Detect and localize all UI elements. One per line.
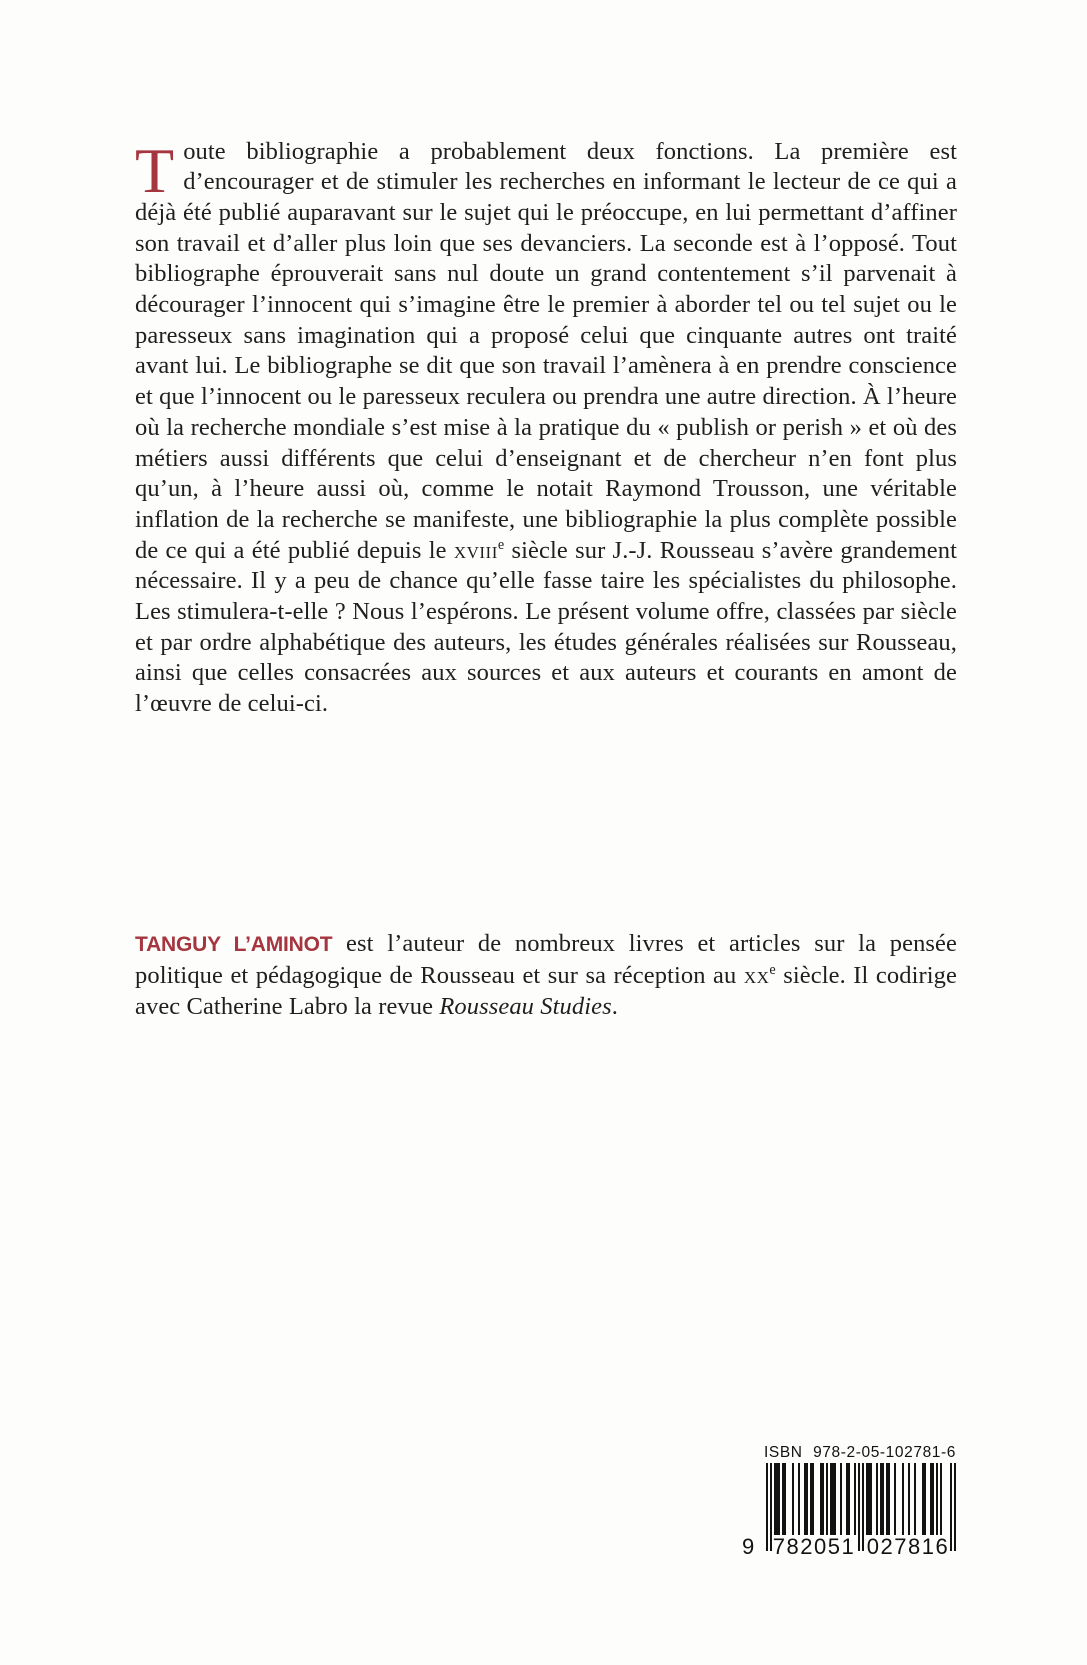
drop-cap-letter: T <box>135 134 175 206</box>
isbn-number: 978-2-05-102781-6 <box>813 1444 956 1461</box>
isbn-label <box>764 1444 956 1462</box>
isbn-barcode-block <box>742 1444 956 1564</box>
ean-digits-left-group: 782051 <box>772 1534 856 1559</box>
author-bio-paragraph <box>135 928 957 1022</box>
isbn-prefix: ISBN <box>764 1444 803 1461</box>
synopsis-text: oute bibliographie a probablement deux fonctions. La première est d’encourager et de stimuler les recherches en informant le lecteur de ce qui a déjà été publié auparavant sur le sujet qui le préoccupe, en lui permettant d’affiner son travail et d’aller plus loin que ses devanciers. La seconde est à l’opposé. Tout bibliographe éprouverait sans nul doute un grand contentement s’il parvenait à décourager l’innocent qui s’imagine être le premier à aborder tel ou tel sujet ou le paresseux sans imagination qui a proposé celui que cinquante autres ont traité avant lui. Le bibliographe se dit que son travail l’amènera à en prendre conscience et que l’innocent ou le paresseux reculera ou prendra une autre direction. À l’heure où la recherche mondiale s’est mise à la pratique du « publish or perish » et où des métiers aussi différents que celui d’enseignant et de chercheur n’en font plus qu’un, à l’heure aussi où, comme le notait Raymond Trousson, une véritable inflation de la recherche se manifeste, une bibliographie la plus complète possible de ce qui a été publié depuis le xviii$^e$ siècle sur J.-J. Rousseau s’avère grandement nécessaire. Il y a peu de chance qu’elle fasse taire les spécialistes du philosophe. Les stimulera-t-elle ? Nous l’espérons. Le présent volume offre, classées par siècle et par ordre alphabétique des auteurs, les études générales réalisées sur Rousseau, ainsi que celles consacrées aux sources et aux auteurs et courants en amont de l’œuvre de celui-ci. <box>135 137 957 718</box>
ean-digit-leading: 9 <box>742 1534 756 1559</box>
synopsis-paragraph <box>135 134 957 720</box>
author-bio-text: TANGUY L’AMINOT est l’auteur de nombreux livres et articles sur la pensée politique et pédagogique de Rousseau et sur sa réception au $xx^e$ siècle. Il codirige avec Catherine Labro la revue Rousseau Studies. <box>135 929 958 1020</box>
ean-digits-right-group: 027816 <box>866 1534 950 1559</box>
